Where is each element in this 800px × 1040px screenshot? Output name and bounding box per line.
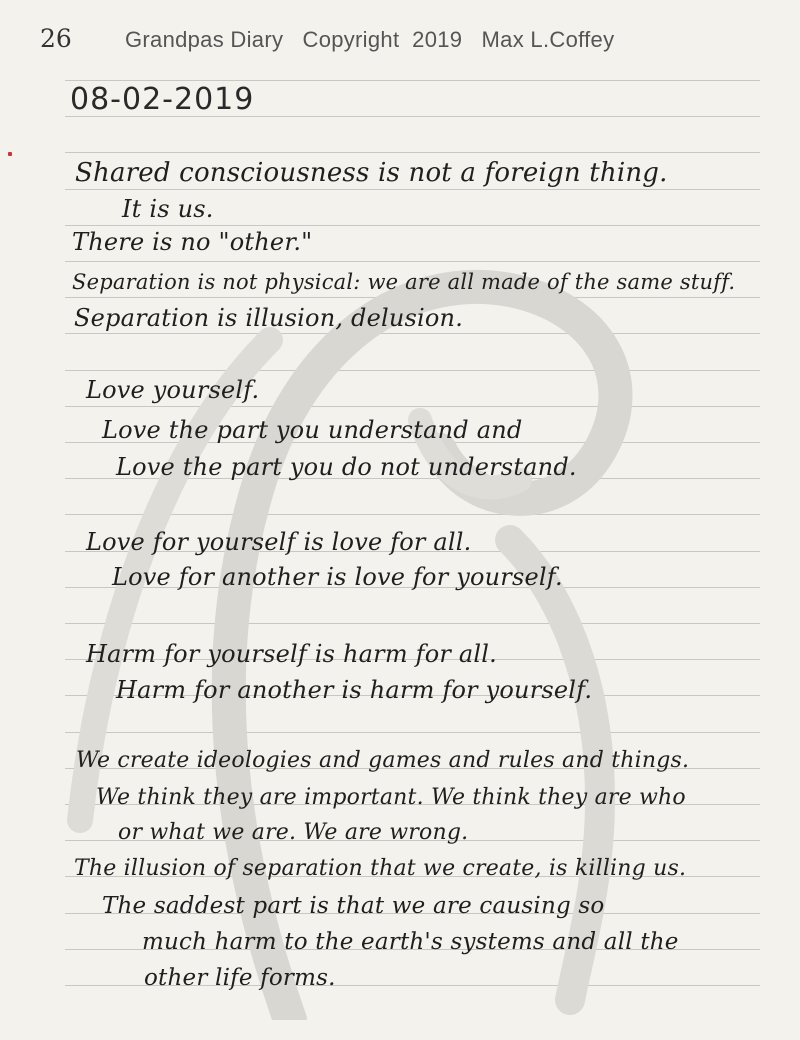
rule-line xyxy=(65,189,760,190)
rule-line xyxy=(65,406,760,407)
entry-line: Shared consciousness is not a foreign thing. xyxy=(75,158,668,188)
entry-line: We think they are important. We think they are who xyxy=(96,785,686,810)
entry-line: Harm for yourself is harm for all. xyxy=(86,640,497,668)
entry-line: Love the part you understand and xyxy=(102,416,523,444)
rule-line xyxy=(65,623,760,624)
entry-line: We create ideologies and games and rules and things. xyxy=(76,748,690,773)
page-header xyxy=(0,22,800,62)
rule-line xyxy=(65,80,760,81)
entry-line: Separation is not physical: we are all made of the same stuff. xyxy=(72,270,736,294)
entry-line: Harm for another is harm for yourself. xyxy=(116,676,593,704)
entry-line: Love yourself. xyxy=(86,376,260,404)
entry-line: The saddest part is that we are causing so xyxy=(102,893,605,919)
entry-date: 08-02-2019 xyxy=(70,82,255,117)
rule-line xyxy=(65,732,760,733)
rule-line xyxy=(65,370,760,371)
entry-line: There is no "other." xyxy=(72,228,313,256)
rule-line xyxy=(65,225,760,226)
entry-line: other life forms. xyxy=(144,965,336,991)
entry-line: Love for yourself is love for all. xyxy=(86,528,472,556)
rule-line xyxy=(65,333,760,334)
entry-line: Love for another is love for yourself. xyxy=(112,563,563,591)
ruled-lines xyxy=(65,0,760,1040)
rule-line xyxy=(65,514,760,515)
red-margin-mark xyxy=(8,152,12,156)
rule-line xyxy=(65,261,760,262)
entry-line: or what we are. We are wrong. xyxy=(118,820,469,845)
entry-line: much harm to the earth's systems and all the xyxy=(142,929,679,955)
entry-line: It is us. xyxy=(122,195,214,223)
page-number: 26 xyxy=(40,24,72,53)
header-title: Grandpas Diary Copyright 2019 Max L.Coffey xyxy=(125,27,615,52)
entry-line: Love the part you do not understand. xyxy=(116,453,577,481)
entry-line: Separation is illusion, delusion. xyxy=(74,304,464,332)
rule-line xyxy=(65,152,760,153)
entry-line: The illusion of separation that we create, is killing us. xyxy=(74,856,687,881)
rule-line xyxy=(65,297,760,298)
